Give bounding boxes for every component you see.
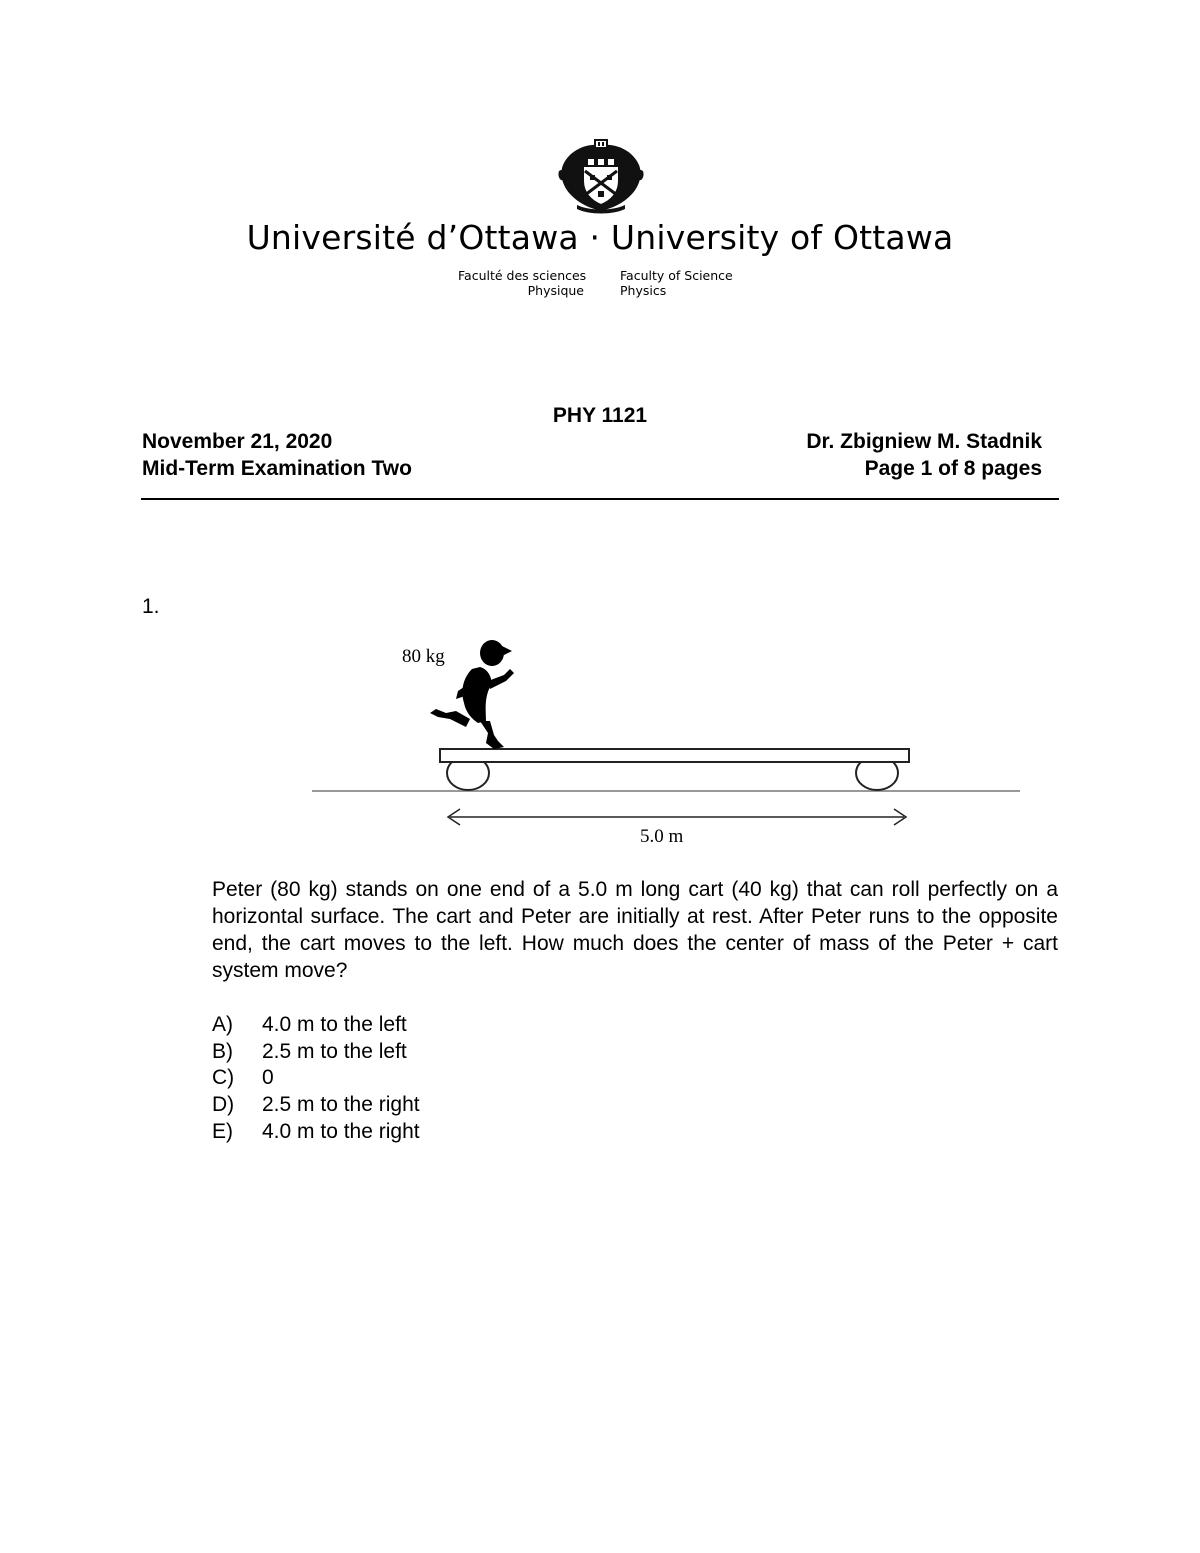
option-letter: E) xyxy=(212,1120,233,1143)
mass-label: 80 kg xyxy=(402,646,445,667)
department-name-fr: Physique xyxy=(527,283,584,298)
option-letter: D) xyxy=(212,1093,235,1116)
option-letter: C) xyxy=(212,1066,235,1089)
question-number: 1. xyxy=(142,595,160,618)
option-letter: A) xyxy=(212,1013,233,1036)
university-name: Université d’Ottawa · University of Ottawa xyxy=(246,218,954,257)
department-name-en: Physics xyxy=(620,283,667,298)
university-crest-icon xyxy=(555,137,647,215)
option-text: 0 xyxy=(262,1066,274,1089)
cart-platform xyxy=(440,749,909,762)
instructor-name: Dr. Zbigniew M. Stadnik xyxy=(806,430,1042,453)
option-letter: B) xyxy=(212,1040,233,1063)
option-text: 4.0 m to the right xyxy=(262,1120,420,1143)
page-count: Page 1 of 8 pages xyxy=(864,457,1042,480)
length-label: 5.0 m xyxy=(640,826,684,847)
faculty-name-fr: Faculté des sciences xyxy=(458,268,587,283)
question-text: Peter (80 kg) stands on one end of a 5.0 m long cart (40 kg) that can roll perfectly on a horizontal surface. The cart and Peter are initially at rest. After Peter runs to the opposite end, the cart moves to the left. How much does the center of mass of the Peter + cart system move? xyxy=(212,878,1058,982)
faculty-name-en: Faculty of Science xyxy=(620,268,733,283)
exam-date: November 21, 2020 xyxy=(142,430,333,453)
exam-title: Mid-Term Examination Two xyxy=(142,457,412,480)
option-text: 4.0 m to the left xyxy=(262,1013,407,1036)
header-divider xyxy=(141,498,1059,500)
course-code: PHY 1121 xyxy=(552,404,648,427)
option-text: 2.5 m to the left xyxy=(262,1040,407,1063)
option-text: 2.5 m to the right xyxy=(262,1093,420,1116)
